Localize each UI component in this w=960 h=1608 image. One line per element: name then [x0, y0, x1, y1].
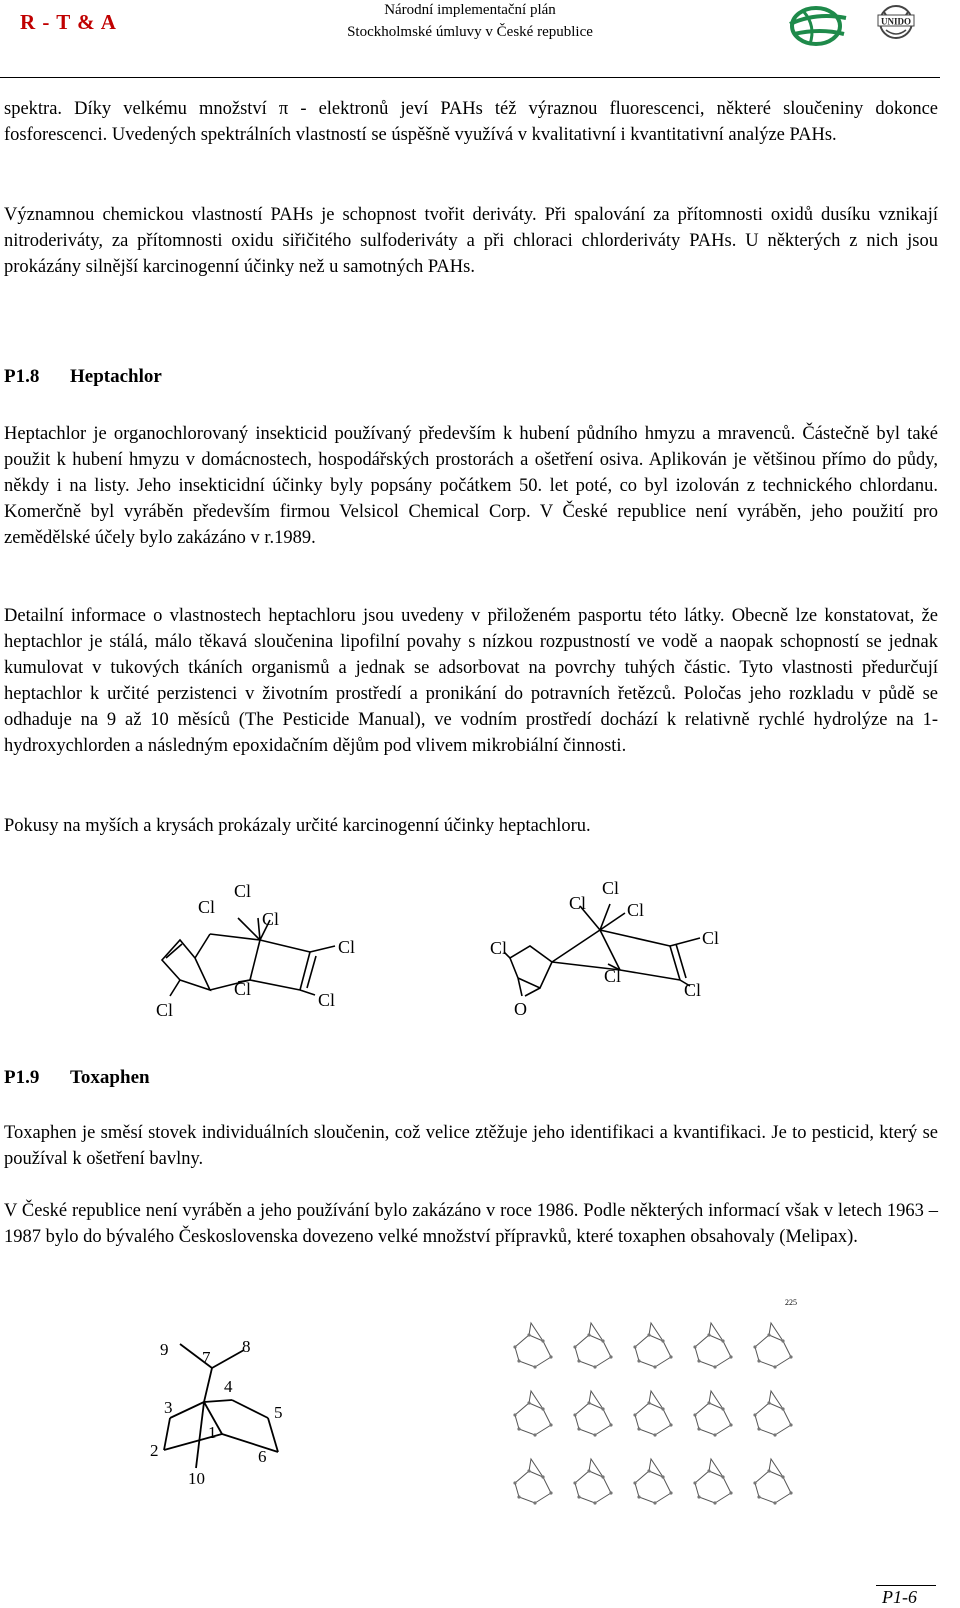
footer-rule — [876, 1585, 936, 1586]
chlorine-label: Cl — [262, 909, 280, 929]
section-heading-toxaphen — [4, 1067, 150, 1089]
chlorine-label: Cl — [702, 928, 720, 948]
congener-sketch — [573, 1323, 612, 1369]
grid-page-number: 225 — [785, 1298, 797, 1307]
toxaphen-numbering-diagram — [140, 1320, 320, 1500]
congener-sketch — [753, 1323, 792, 1369]
paragraph-heptachlor-properties: Detailní informace o vlastnostech heptachloru jsou uvedeny v přiloženém pasportu této látky. Obecně lze konstatovat, že heptachlor je stálá, málo těkavá sloučenina lipofilní povahy s nízkou rozpustností ve vodě a naopak schopností se jednak kumulovat v tukových tkáních organismů a jednak se adsorbovat na povrchy tuhých částic. Tyto vlastnosti předurčují heptachlor k určité perzistenci v životním prostředí a pronikání do potravních řetězců. Poločas jeho rozkladu v půdě se odhaduje na 9 až 10 měsíců (The Pesticide Manual), ve vodním prostředí dochází k relativně rychlé hydrolýze na 1-hydroxychlorden a následným epoxidačním dějům pod vlivem mikrobiální činnosti. — [4, 606, 938, 756]
congener-sketch — [693, 1323, 732, 1369]
svg-text:UNIDO: UNIDO — [880, 16, 912, 27]
section-title: Toxaphen — [70, 1067, 150, 1088]
paragraph-pahs-derivatives: Významnou chemickou vlastností PAHs je schopnost tvořit deriváty. Při spalování za přítomnosti oxidů dusíku vznikají nitroderiváty, za přítomnosti oxidu siřičitého sulfoderiváty a při chloraci chlorderiváty PAHs. U některých z nich jsou prokázány silnější karcinogenní účinky než u samotných PAHs. — [4, 205, 938, 277]
heptachlor-epoxide-structure-diagram — [504, 904, 700, 996]
unido-logo — [872, 2, 920, 42]
paragraph-heptachlor-use: Heptachlor je organochlorovaný insekticid používaný především k hubení půdního hmyzu a mravenců. Částečně byl také použit k hubení hmyzu v domácnostech, hospodářských prostorách a ošetření osiva. Aplikován je většinou přímo do půdy, někdy i na listy. Jeho insekticidní účinky byly popsány počátkem 50. let poté, co byl izolován z technického chlordanu. Komerčně byl vyráběn především firmou Velsicol Chemical Corp. V České republice není vyráběn, jeho použití pro zemědělské účely bylo zakázáno v r.1989. — [4, 424, 938, 548]
green-globe-logo — [786, 4, 850, 48]
congener-sketch — [513, 1459, 552, 1505]
chlorine-label: Cl — [156, 1000, 174, 1020]
paragraph-heptachlor-carcinogenic: Pokusy na myších a krysách prokázaly určité karcinogenní účinky heptachloru. — [4, 816, 591, 836]
position-number: 1 — [208, 1423, 217, 1442]
chlorine-label: Cl — [627, 900, 645, 920]
chlorine-label: Cl — [338, 937, 356, 957]
section-number: P1.9 — [4, 1067, 40, 1088]
position-number: 2 — [150, 1441, 159, 1460]
toxaphen-congeners-grid-image — [495, 1295, 805, 1515]
paragraph-toxaphen-ban: V České republice není vyráběn a jeho používání bylo zakázáno v roce 1986. Podle některých informací však v letech 1963 – 1987 bylo do bývalého Československa dovezeno velké množství přípravků, které toxaphen obsahovaly (Melipax). — [4, 1201, 938, 1247]
congener-sketch — [693, 1391, 732, 1437]
position-number: 10 — [188, 1469, 205, 1488]
chlorine-label: Cl — [234, 979, 252, 999]
position-number: 7 — [202, 1348, 211, 1367]
title-line-1: Národní implementační plán — [384, 2, 556, 18]
title-line-2: Stockholmské úmluvy v České republice — [347, 24, 593, 40]
chlorine-label: Cl — [198, 897, 216, 917]
page-number: P1-6 — [882, 1587, 917, 1607]
congener-sketch — [633, 1391, 672, 1437]
position-number: 8 — [242, 1337, 251, 1356]
org-abbreviation: R - T & A — [20, 10, 117, 34]
heptachlor-structure-diagram — [140, 870, 380, 1030]
chlorine-label: Cl — [569, 893, 587, 913]
chlorine-label: Cl — [490, 938, 508, 958]
oxygen-label: O — [514, 999, 527, 1019]
congener-sketch — [513, 1323, 552, 1369]
document-title — [310, 0, 630, 43]
congener-sketch — [753, 1391, 792, 1437]
congener-sketch — [633, 1459, 672, 1505]
header-rule — [0, 77, 940, 78]
chlorine-label: Cl — [234, 881, 252, 901]
congener-sketch — [573, 1391, 612, 1437]
congener-sketch — [693, 1459, 732, 1505]
section-number: P1.8 — [4, 366, 40, 387]
position-number: 5 — [274, 1403, 283, 1422]
paragraph-toxaphen-intro: Toxaphen je směsí stovek individuálních sloučenin, což velice ztěžuje jeho identifikaci a kvantifikaci. Je to pesticid, který se používal k ošetření bavlny. — [4, 1123, 938, 1169]
position-number: 6 — [258, 1447, 267, 1466]
congener-sketch — [513, 1391, 552, 1437]
chlorine-label: Cl — [602, 878, 620, 898]
position-number: 9 — [160, 1340, 169, 1359]
congener-sketch — [633, 1323, 672, 1369]
congener-sketch — [753, 1459, 792, 1505]
section-heading-heptachlor — [4, 366, 162, 388]
section-title: Heptachlor — [70, 366, 162, 387]
congener-sketch — [573, 1459, 612, 1505]
position-number: 4 — [224, 1377, 233, 1396]
paragraph-pahs-spectra: spektra. Díky velkému množství π - elektronů jeví PAHs též výraznou fluorescenci, některé sloučeniny dokonce fosforescenci. Uvedených spektrálních vlastností se úspěšně využívá v kvalitativní i kvantitativní analýze PAHs. — [4, 99, 938, 145]
chlorine-label: Cl — [604, 966, 622, 986]
position-number: 3 — [164, 1398, 173, 1417]
chlorine-label: Cl — [684, 980, 702, 1000]
chlorine-label: Cl — [318, 990, 336, 1010]
